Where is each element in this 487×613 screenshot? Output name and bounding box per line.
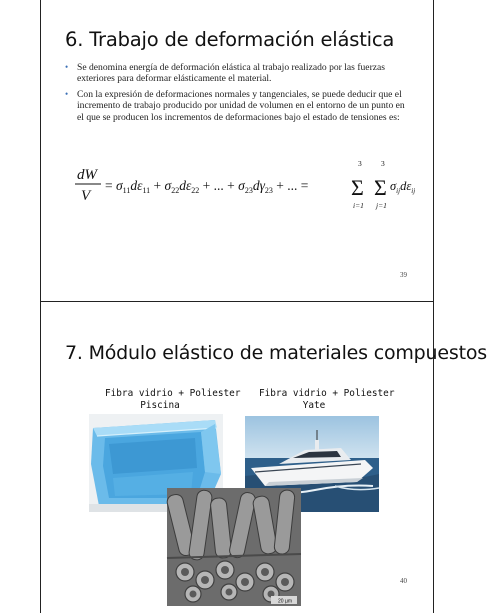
- scale-bar-label: 20 µm: [278, 598, 292, 605]
- bullet-item: [65, 62, 405, 85]
- formula-tail: $\sigma_{ij}d\varepsilon_{ij}$: [390, 179, 416, 195]
- fiber-micrograph-photo: [167, 488, 301, 606]
- sum-lower-i: i=1: [353, 201, 364, 210]
- sum-upper-i: 3: [358, 159, 362, 168]
- work-formula: [71, 159, 416, 212]
- bullet-icon: •: [65, 88, 69, 99]
- caption-pool: Fibra vidrio + Poliester Piscina: [105, 388, 241, 411]
- sum-sign-j: Σ: [374, 175, 387, 200]
- sum-lower-j: j=1: [376, 201, 387, 210]
- bullet-icon: •: [65, 62, 69, 72]
- bullet-text: Se denomina energía de deformación elástica al trabajo realizado por las fuerzas exteriores para deformar elásticamente el material.: [77, 62, 386, 85]
- bullet-list: [65, 62, 405, 127]
- slide-title: 6. Trabajo de deformación elástica: [65, 28, 395, 51]
- caption-yacht: Fibra vidrio + Poliester Yate: [259, 388, 395, 411]
- page-border-right: [433, 0, 434, 613]
- formula-graphic: [71, 159, 416, 212]
- formula-terms: = $\sigma_{11}d\varepsilon_{11} + \sigma_{22}d\varepsilon_{22}$ + ... + $\sigma_{23}d\gamma_{23}$ + ... =: [105, 178, 309, 195]
- formula-denominator: V: [81, 188, 91, 204]
- page-number: 40: [400, 577, 407, 585]
- formula-numerator: dW: [77, 167, 97, 183]
- sum-upper-j: 3: [381, 159, 385, 168]
- slide-39: [41, 0, 433, 301]
- bullet-text: Con la expresión de deformaciones normales y tangenciales, se puede deducir que el incremento de trabajo producido por unidad de volumen en el entorno de un punto en el que se producen los incrementos de deformaciones bajo el estado de tensiones es:: [77, 88, 405, 123]
- bullet-item: [65, 89, 405, 123]
- sum-sign-i: Σ: [351, 175, 364, 200]
- slide-40: [41, 302, 487, 613]
- slide-title: 7. Módulo elástico de materiales compuestos: [65, 342, 487, 364]
- page-number: 39: [400, 271, 407, 279]
